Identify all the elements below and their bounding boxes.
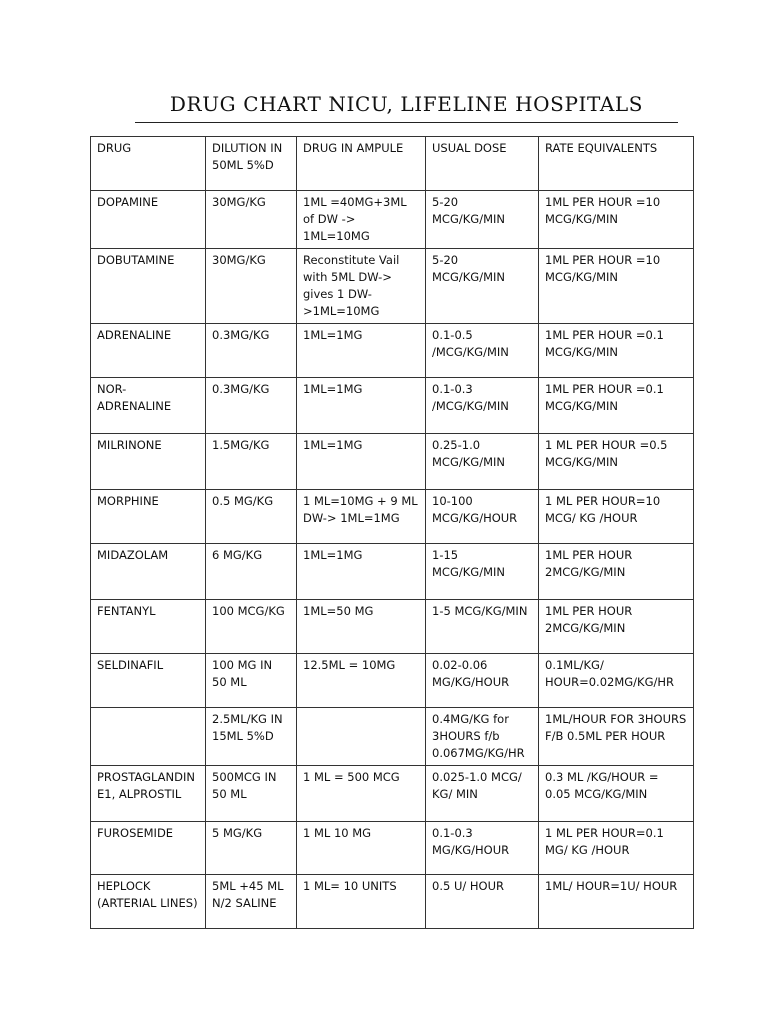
drug-chart-table xyxy=(90,136,694,929)
cell-drug: PROSTAGLANDIN E1, ALPROSTIL xyxy=(91,766,206,822)
cell-ampule: 1ML=50 MG xyxy=(297,600,426,654)
cell-rate: 1 ML PER HOUR=10 MCG/ KG /HOUR xyxy=(539,490,694,544)
cell-drug: MIDAZOLAM xyxy=(91,544,206,600)
cell-ampule: 1 ML = 500 MCG xyxy=(297,766,426,822)
cell-dose: 0.4MG/KG for 3HOURS f/b 0.067MG/KG/HR xyxy=(426,708,539,766)
cell-dose: 1-5 MCG/KG/MIN xyxy=(426,600,539,654)
cell-dose: 0.02-0.06 MG/KG/HOUR xyxy=(426,654,539,708)
cell-dose: 5-20 MCG/KG/MIN xyxy=(426,191,539,249)
cell-rate: 1ML PER HOUR =10 MCG/KG/MIN xyxy=(539,249,694,324)
cell-dose: 0.025-1.0 MCG/ KG/ MIN xyxy=(426,766,539,822)
cell-dilution: 2.5ML/KG IN 15ML 5%D xyxy=(206,708,297,766)
cell-drug: NOR- ADRENALINE xyxy=(91,378,206,434)
cell-ampule: 1ML =40MG+3ML of DW -> 1ML=10MG xyxy=(297,191,426,249)
cell-drug: MILRINONE xyxy=(91,434,206,490)
cell-rate: 1ML PER HOUR =0.1 MCG/KG/MIN xyxy=(539,378,694,434)
cell-rate: 0.1ML/KG/ HOUR=0.02MG/KG/HR xyxy=(539,654,694,708)
cell-dose: 0.1-0.3 MG/KG/HOUR xyxy=(426,822,539,875)
table-row xyxy=(91,875,694,929)
table-row xyxy=(91,490,694,544)
table-row xyxy=(91,822,694,875)
header-dilution: DILUTION IN 50ML 5%D xyxy=(206,137,297,191)
cell-rate: 1ML PER HOUR 2MCG/KG/MIN xyxy=(539,544,694,600)
cell-drug: HEPLOCK (ARTERIAL LINES) xyxy=(91,875,206,929)
table-row xyxy=(91,544,694,600)
cell-ampule xyxy=(297,708,426,766)
cell-dilution: 0.3MG/KG xyxy=(206,378,297,434)
cell-dose: 0.1-0.5 /MCG/KG/MIN xyxy=(426,324,539,378)
cell-drug: FUROSEMIDE xyxy=(91,822,206,875)
table-row xyxy=(91,249,694,324)
cell-rate: 1ML/HOUR FOR 3HOURS F/B 0.5ML PER HOUR xyxy=(539,708,694,766)
header-drug-in-ampule: DRUG IN AMPULE xyxy=(297,137,426,191)
table-row xyxy=(91,324,694,378)
cell-dilution: 6 MG/KG xyxy=(206,544,297,600)
cell-drug: SELDINAFIL xyxy=(91,654,206,708)
cell-dose: 0.5 U/ HOUR xyxy=(426,875,539,929)
cell-rate: 1 ML PER HOUR =0.5 MCG/KG/MIN xyxy=(539,434,694,490)
table-row xyxy=(91,708,694,766)
table-row xyxy=(91,600,694,654)
cell-rate: 1ML/ HOUR=1U/ HOUR xyxy=(539,875,694,929)
cell-drug: FENTANYL xyxy=(91,600,206,654)
table-row xyxy=(91,191,694,249)
cell-dose: 5-20 MCG/KG/MIN xyxy=(426,249,539,324)
table-row xyxy=(91,654,694,708)
cell-ampule: 1 ML 10 MG xyxy=(297,822,426,875)
header-rate-equivalents: RATE EQUIVALENTS xyxy=(539,137,694,191)
cell-ampule: 12.5ML = 10MG xyxy=(297,654,426,708)
cell-dilution: 30MG/KG xyxy=(206,249,297,324)
header-drug: DRUG xyxy=(91,137,206,191)
cell-ampule: 1ML=1MG xyxy=(297,434,426,490)
cell-dilution: 30MG/KG xyxy=(206,191,297,249)
cell-dilution: 0.3MG/KG xyxy=(206,324,297,378)
table-row xyxy=(91,378,694,434)
header-usual-dose: USUAL DOSE xyxy=(426,137,539,191)
cell-dilution: 100 MCG/KG xyxy=(206,600,297,654)
cell-drug: ADRENALINE xyxy=(91,324,206,378)
cell-dilution: 1.5MG/KG xyxy=(206,434,297,490)
cell-rate: 0.3 ML /KG/HOUR = 0.05 MCG/KG/MIN xyxy=(539,766,694,822)
cell-rate: 1ML PER HOUR =10 MCG/KG/MIN xyxy=(539,191,694,249)
cell-ampule: 1 ML=10MG + 9 ML DW-> 1ML=1MG xyxy=(297,490,426,544)
table-row xyxy=(91,434,694,490)
cell-rate: 1 ML PER HOUR=0.1 MG/ KG /HOUR xyxy=(539,822,694,875)
table-row xyxy=(91,766,694,822)
table-header-row xyxy=(91,137,694,191)
cell-drug: DOPAMINE xyxy=(91,191,206,249)
cell-ampule: 1 ML= 10 UNITS xyxy=(297,875,426,929)
cell-dose: 0.1-0.3 /MCG/KG/MIN xyxy=(426,378,539,434)
cell-dose: 10-100 MCG/KG/HOUR xyxy=(426,490,539,544)
cell-dilution: 5 MG/KG xyxy=(206,822,297,875)
cell-ampule: 1ML=1MG xyxy=(297,324,426,378)
cell-drug: MORPHINE xyxy=(91,490,206,544)
cell-rate: 1ML PER HOUR =0.1 MCG/KG/MIN xyxy=(539,324,694,378)
cell-ampule: Reconstitute Vail with 5ML DW-> gives 1 DW- >1ML=10MG xyxy=(297,249,426,324)
cell-ampule: 1ML=1MG xyxy=(297,544,426,600)
page-title: DRUG CHART NICU, LIFELINE HOSPITALS xyxy=(135,92,678,123)
cell-dose: 1-15 MCG/KG/MIN xyxy=(426,544,539,600)
cell-dilution: 100 MG IN 50 ML xyxy=(206,654,297,708)
cell-drug xyxy=(91,708,206,766)
cell-drug: DOBUTAMINE xyxy=(91,249,206,324)
cell-ampule: 1ML=1MG xyxy=(297,378,426,434)
cell-dilution: 0.5 MG/KG xyxy=(206,490,297,544)
cell-rate: 1ML PER HOUR 2MCG/KG/MIN xyxy=(539,600,694,654)
cell-dilution: 500MCG IN 50 ML xyxy=(206,766,297,822)
cell-dilution: 5ML +45 ML N/2 SALINE xyxy=(206,875,297,929)
cell-dose: 0.25-1.0 MCG/KG/MIN xyxy=(426,434,539,490)
